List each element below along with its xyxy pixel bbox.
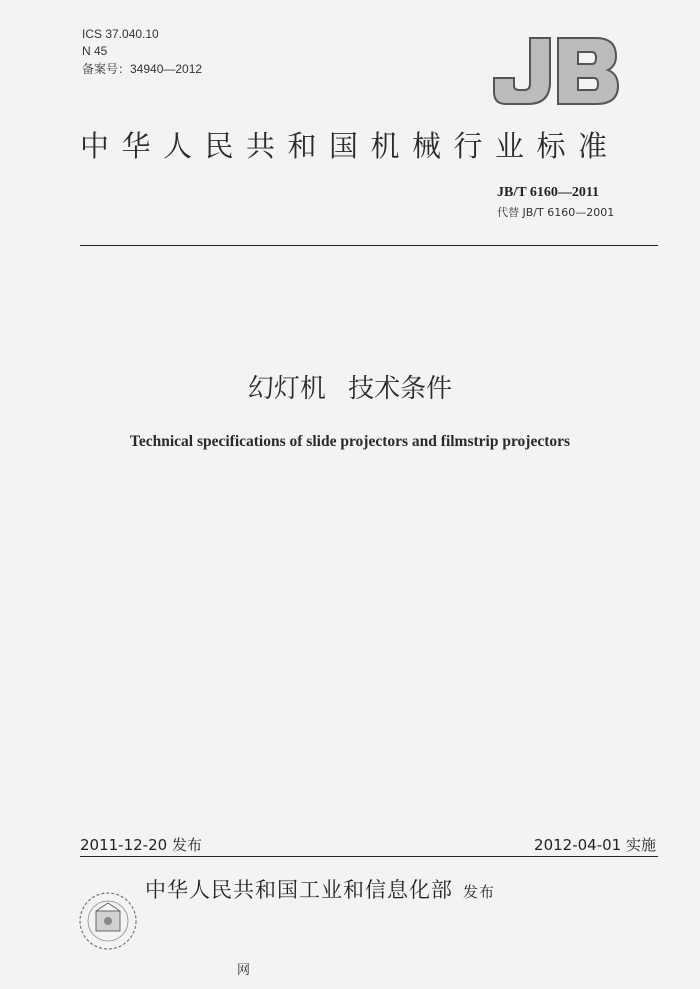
- standard-category-title: 中华人民共和国机械行业标准: [80, 129, 620, 163]
- ics-code: ICS 37.040.10: [82, 27, 159, 41]
- jb-logo: [492, 30, 622, 110]
- standard-code-text: JB/T 6160—2011: [497, 185, 600, 200]
- replaces-standard: 代替 JB/T 6160—2001: [497, 206, 615, 219]
- publisher-seal-icon: [76, 889, 140, 953]
- publisher-name: 中华人民共和国工业和信息化部: [145, 878, 453, 902]
- bottom-divider: [80, 856, 658, 857]
- issue-date: 2011-12-20 发布: [80, 836, 202, 854]
- document-title-chinese: 幻灯机 技术条件: [247, 374, 453, 404]
- implementation-date: 2012-04-01 实施: [534, 836, 656, 854]
- publisher: [145, 874, 495, 904]
- document-title-english: Technical specifications of slide projectors and filmstrip projectors: [129, 433, 571, 450]
- record-number: 备案号：34940—2012: [82, 62, 203, 76]
- ccs-code: N 45: [82, 44, 108, 58]
- publisher-suffix: 发布: [463, 883, 496, 901]
- top-divider: [80, 245, 658, 246]
- standard-code: [497, 183, 599, 201]
- footer-mark: 网: [237, 963, 251, 978]
